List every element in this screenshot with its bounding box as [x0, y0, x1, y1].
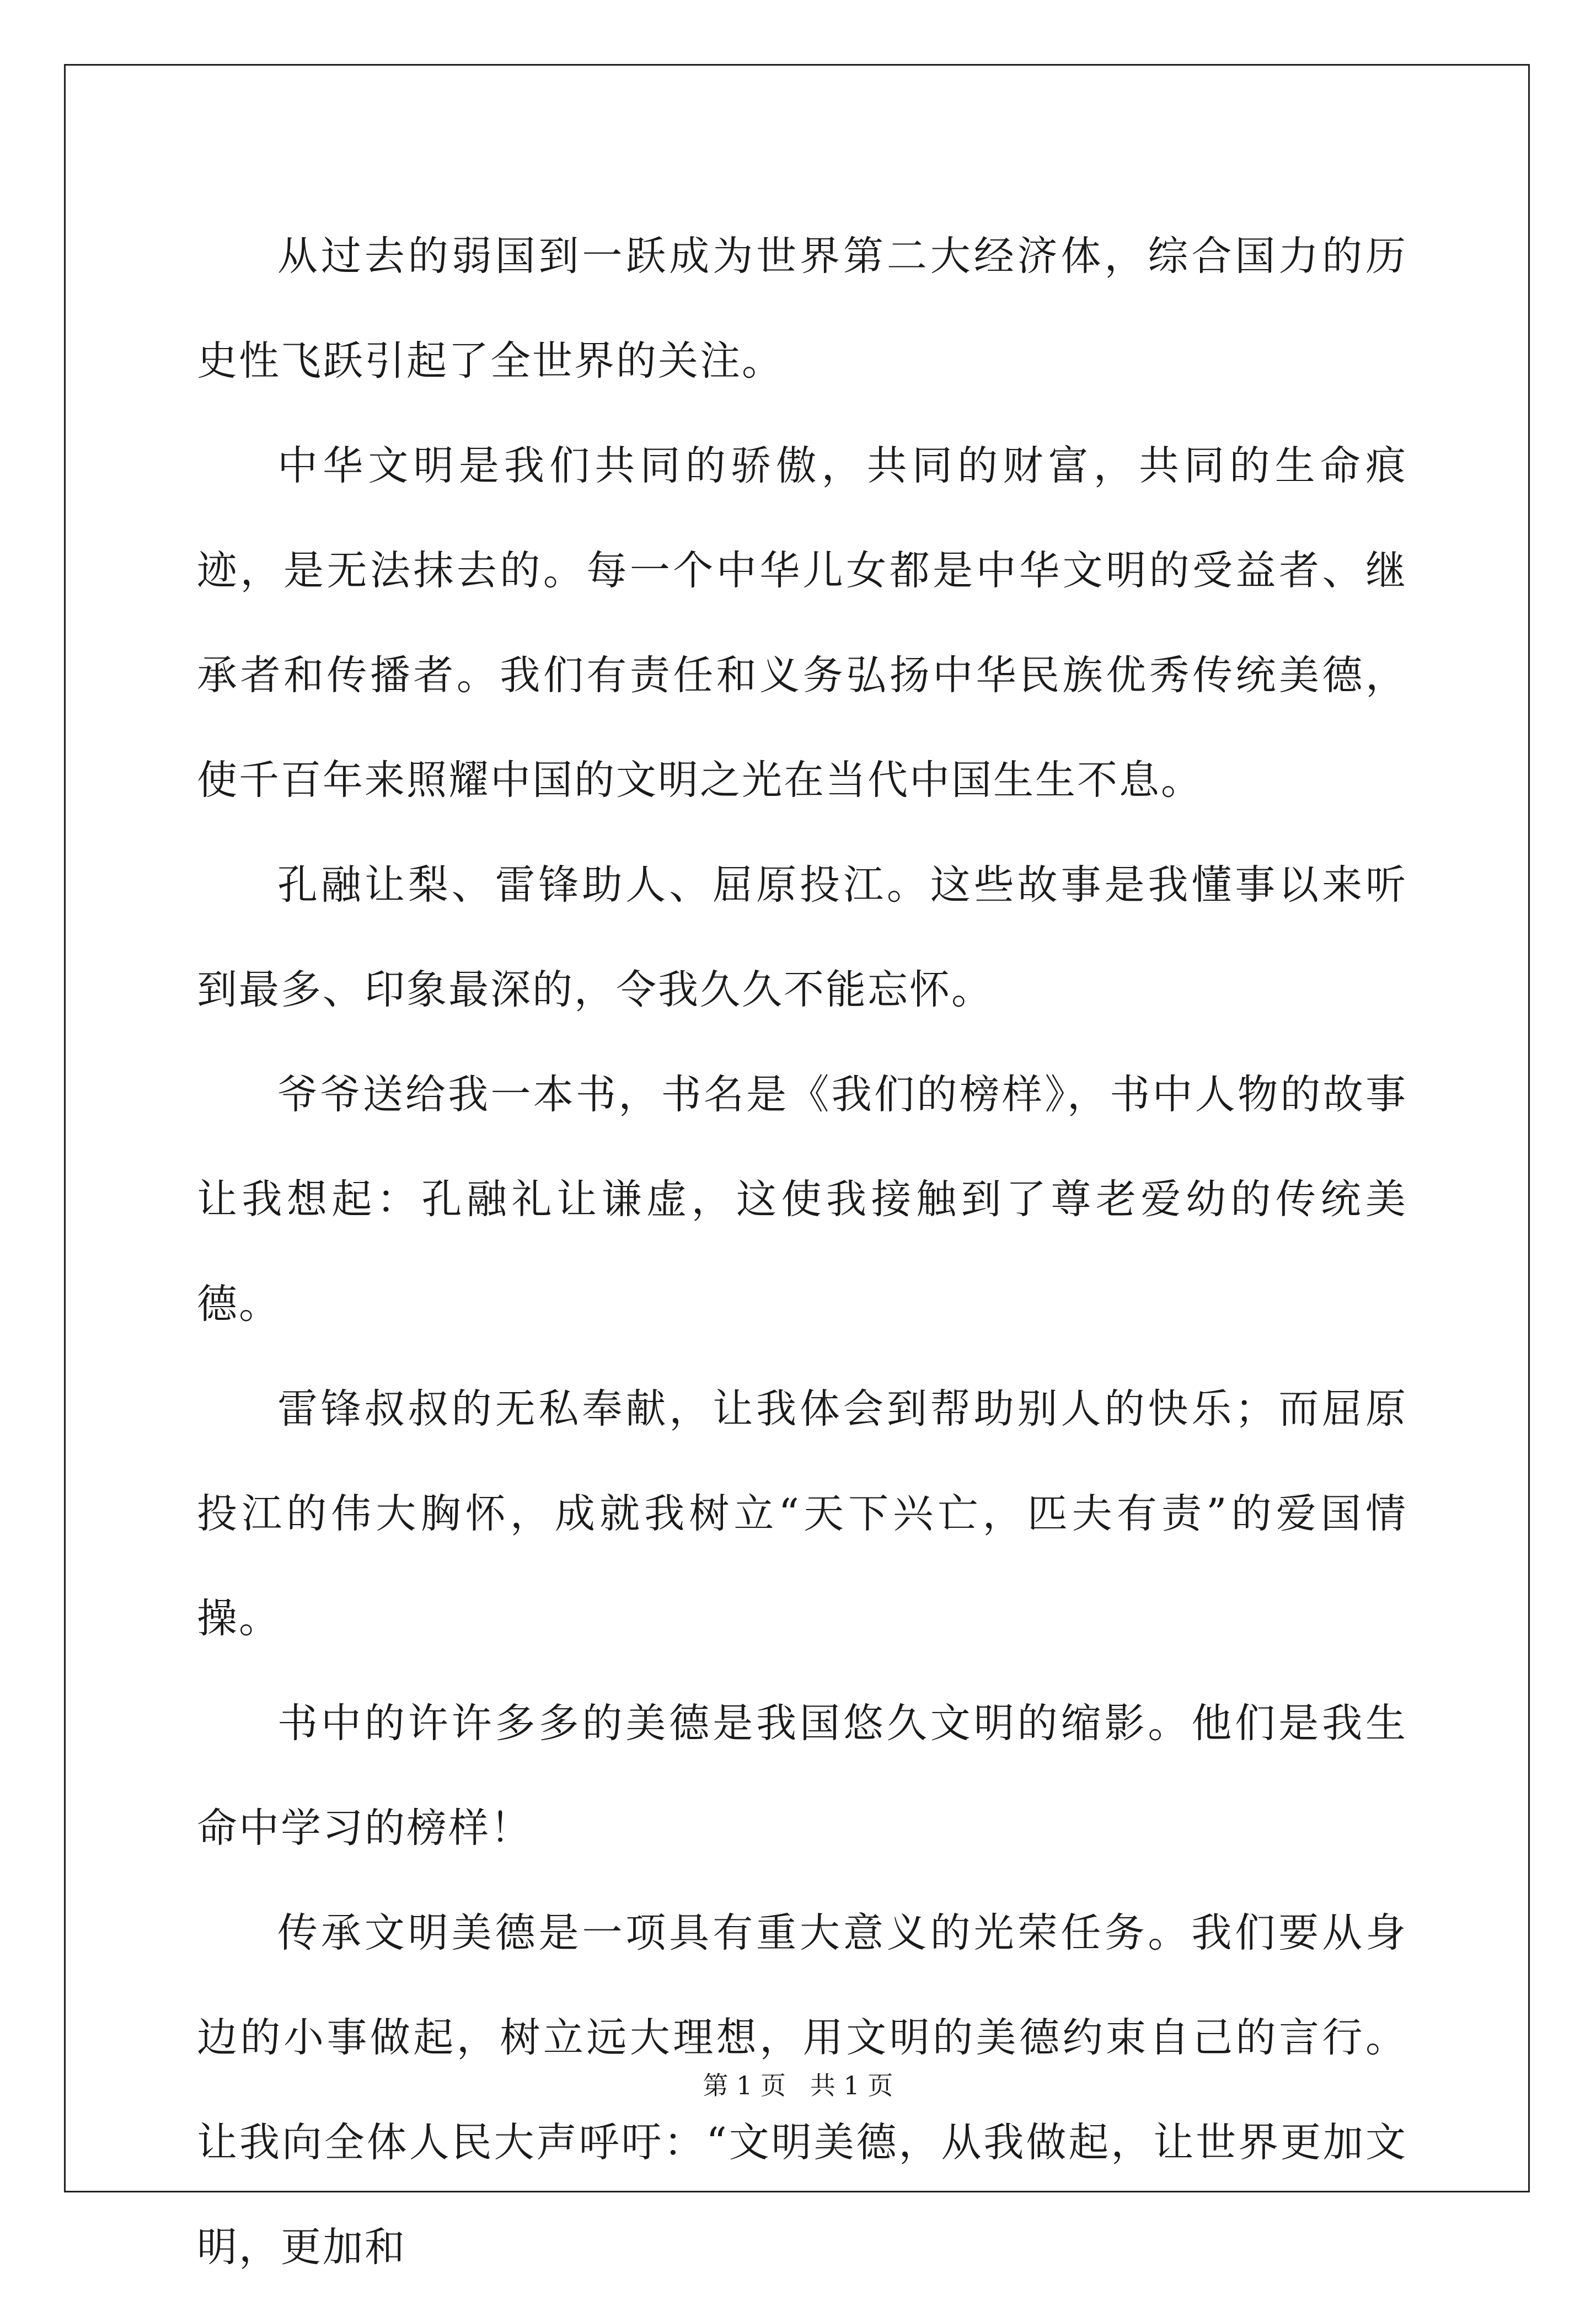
paragraph: 传承文明美德是一项具有重大意义的光荣任务。我们要从身边的小事做起，树立远大理想，用文明的美德约束自己的言行。让我向全体人民大声呼吁：“文明美德，从我做起，让世界更加文明，更加和 — [197, 1909, 1407, 2271]
document-body — [197, 204, 1407, 2300]
paragraph: 雷锋叔叔的无私奉献，让我体会到帮助别人的快乐；而屈原投江的伟大胸怀，成就我树立“天下兴亡，匹夫有责”的爱国情操。 — [197, 1386, 1407, 1642]
page-footer: 第 1 页 共 1 页 — [703, 2071, 893, 2100]
paragraph: 从过去的弱国到一跃成为世界第二大经济体，综合国力的历史性飞跃引起了全世界的关注。 — [197, 233, 1407, 384]
paragraph: 爷爷送给我一本书，书名是《我们的榜样》，书中人物的故事让我想起：孔融礼让谦虚，这使我接触到了尊老爱幼的传统美德。 — [197, 1071, 1407, 1328]
paragraph: 书中的许许多多的美德是我国悠久文明的缩影。他们是我生命中学习的榜样！ — [197, 1700, 1407, 1852]
paragraph: 中华文明是我们共同的骄傲，共同的财富，共同的生命痕迹，是无法抹去的。每一个中华儿女都是中华文明的受益者、继承者和传播者。我们有责任和义务弘扬中华民族优秀传统美德，使千百年来照耀中国的文明之光在当代中国生生不息。 — [197, 442, 1407, 804]
paragraph: 孔融让梨、雷锋助人、屈原投江。这些故事是我懂事以来听到最多、印象最深的，令我久久不能忘怀。 — [197, 862, 1407, 1013]
